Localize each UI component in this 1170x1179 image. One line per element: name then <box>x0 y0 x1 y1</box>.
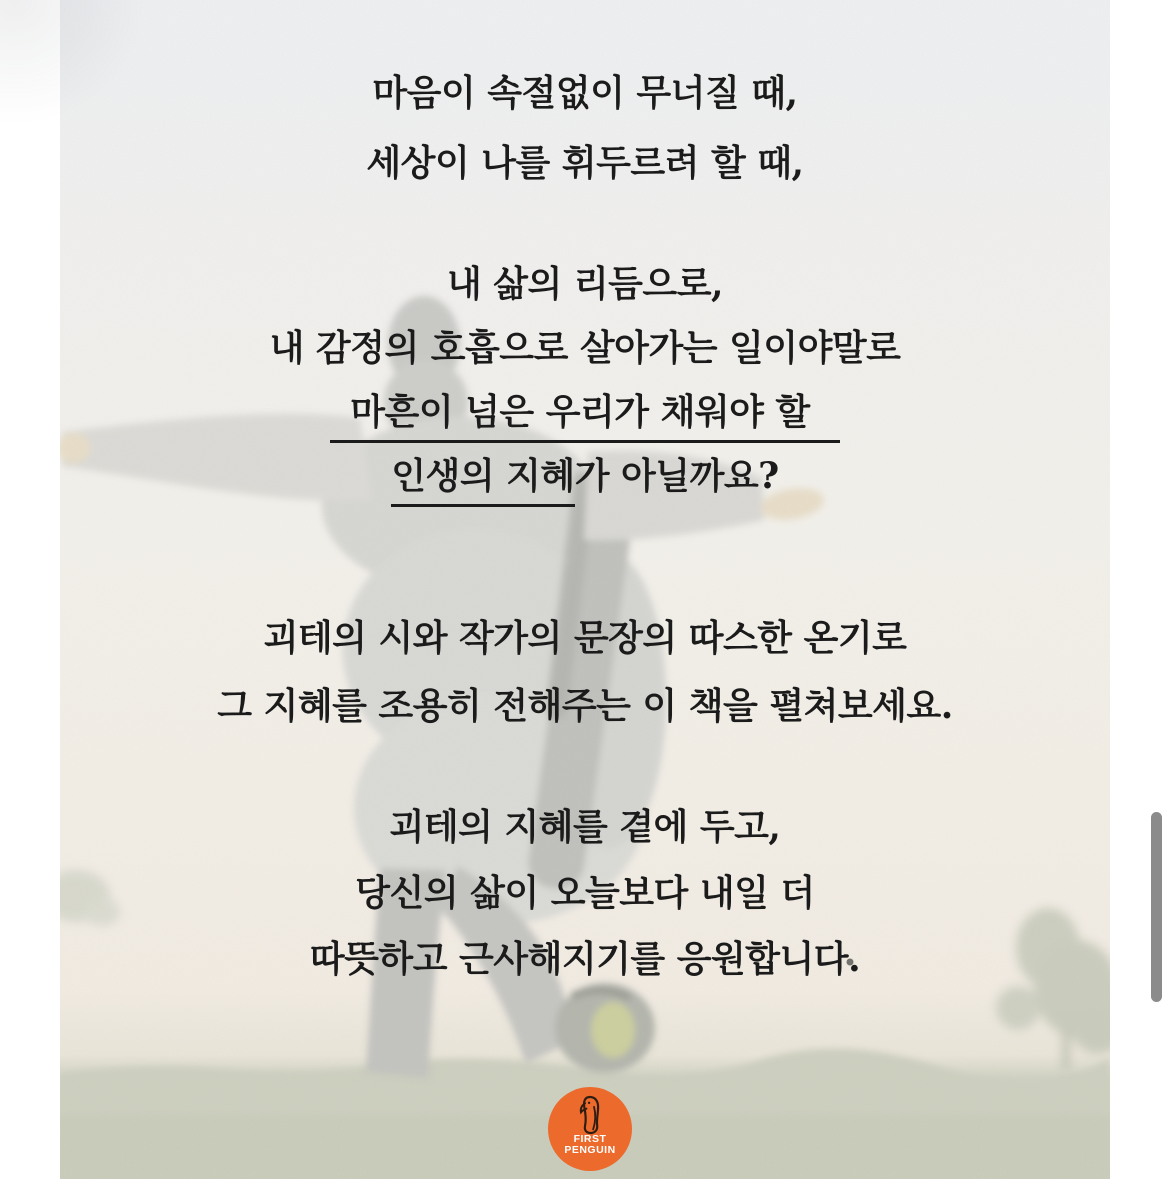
poster-line: 내 삶의 리듬으로, <box>446 263 724 305</box>
publisher-name-top: FIRST <box>573 1133 607 1145</box>
poster-line: 괴테의 시와 작가의 문장의 따스한 온기로 <box>263 617 907 659</box>
text-block-3 <box>60 604 1110 740</box>
publisher-name <box>564 1134 615 1156</box>
poster-line: 따뜻하고 근사해지기를 응원합니다. <box>309 938 861 980</box>
poster-line: 당신의 삶이 오늘보다 내일 더 <box>355 872 815 914</box>
left-margin <box>0 0 60 1179</box>
underlined-text: 마흔이 넘은 우리가 채워야 할 <box>330 391 839 443</box>
text-block-1 <box>60 58 1110 198</box>
poster-line: 내 감정의 호흡으로 살아가는 일이야말로 <box>269 327 901 369</box>
text-block-4 <box>60 794 1110 992</box>
poster-line <box>60 444 1110 508</box>
right-margin <box>1110 0 1170 1179</box>
scrollbar-thumb[interactable] <box>1151 812 1162 1002</box>
poster-line: 마음이 속절없이 무너질 때, <box>372 72 798 114</box>
publisher-name-bottom: PENGUIN <box>564 1144 616 1156</box>
publisher-logo <box>548 1087 632 1171</box>
poster-line: 세상이 나를 휘두르려 할 때, <box>366 142 804 184</box>
poster-text <box>60 0 1110 1179</box>
poster-line-part: 가 아닐까요? <box>574 455 779 497</box>
poster-line-emphasized <box>60 380 1110 444</box>
poster-line: 괴테의 지혜를 곁에 두고, <box>389 806 781 848</box>
poster-content <box>60 0 1110 1179</box>
penguin-icon <box>572 1094 608 1136</box>
text-block-2 <box>60 252 1110 508</box>
underlined-text: 인생의 지혜 <box>391 455 574 507</box>
poster-line: 그 지혜를 조용히 전해주는 이 책을 펼쳐보세요. <box>217 685 953 727</box>
